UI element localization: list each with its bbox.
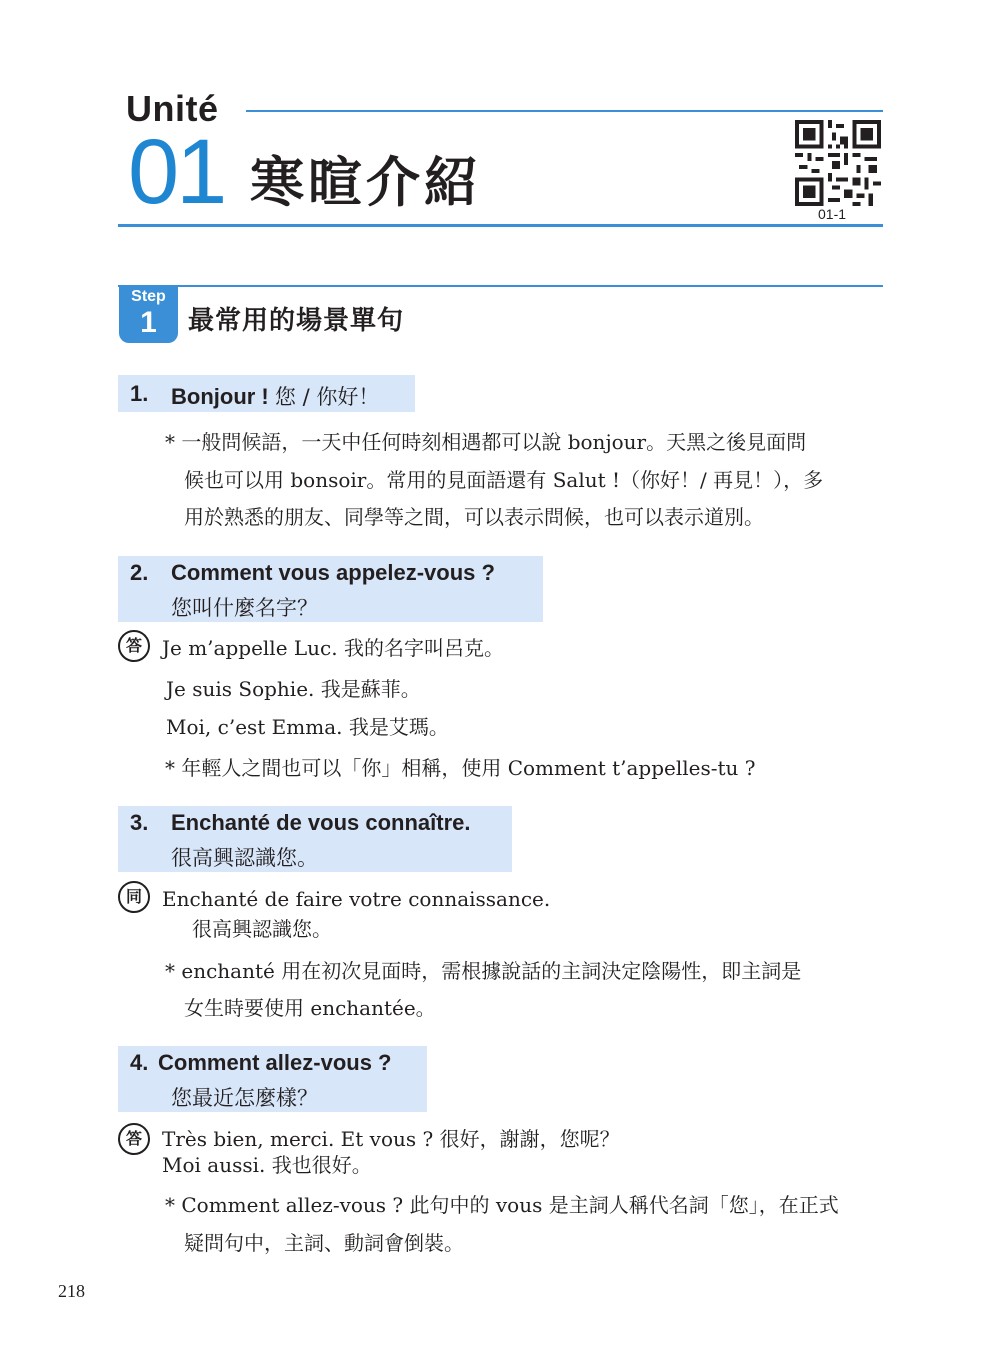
synonym-chinese: 很高興認識您。 (192, 917, 332, 941)
question-number: 1. (130, 381, 149, 406)
synonym-french: Enchanté de faire votre connaissance. (162, 887, 551, 911)
question-box-3 (118, 806, 512, 872)
unit-word: Unité (126, 88, 219, 129)
unit-top-rule (246, 110, 883, 112)
step-rule (118, 285, 883, 287)
question-french: Comment allez-vous ? (158, 1050, 392, 1075)
question-french: Enchanté de vous connaître. (171, 810, 471, 835)
unit-title: 寒暄介紹 (250, 151, 482, 214)
synonym-circle-icon: 同 (118, 881, 150, 913)
question-number: 2. (130, 560, 149, 585)
question-chinese: 您最近怎麼樣？ (171, 1086, 318, 1110)
question-french: Bonjour ! 您 / 你好！ (171, 384, 380, 409)
answer-line: Je suis Sophie. 我是蘇菲。 (166, 677, 421, 701)
note-line: 候也可以用 bonsoir。常用的見面語還有 Salut !（你好！/ 再見！），多 (184, 468, 824, 492)
note-line: 女生時要使用 enchantée。 (184, 996, 436, 1020)
question-box-1 (118, 375, 415, 412)
step-word: Step (131, 288, 166, 305)
question-chinese: 很高興認識您。 (171, 846, 318, 870)
note-line: 用於熟悉的朋友、同學等之間，可以表示問候，也可以表示道別。 (184, 505, 764, 529)
answer-circle-icon: 答 (118, 1123, 150, 1155)
note-line: * 一般問候語，一天中任何時刻相遇都可以說 bonjour。天黑之後見面問 (165, 430, 807, 454)
answer-line: Moi aussi. 我也很好。 (162, 1153, 372, 1177)
page-number: 218 (58, 1281, 85, 1301)
question-french: Comment vous appelez-vous ? (171, 560, 495, 585)
step-number: 1 (140, 306, 157, 339)
note-line: * 年輕人之間也可以「你」相稱，使用 Comment t’appelles-tu ? (165, 756, 756, 780)
unit-number: 01 (128, 121, 225, 223)
unit-bottom-rule (118, 224, 883, 227)
question-chinese: 您 / 你好！ (274, 385, 380, 409)
step-title: 最常用的場景單句 (188, 306, 405, 336)
question-number: 4. (130, 1050, 149, 1075)
answer-line: Je m’appelle Luc. 我的名字叫呂克。 (162, 636, 504, 660)
question-number: 3. (130, 810, 149, 835)
answer-line: Très bien, merci. Et vous ? 很好，謝謝，您呢？ (162, 1127, 620, 1151)
qr-caption: 01-1 (818, 206, 847, 222)
qr-code-icon (795, 120, 881, 206)
step-badge (119, 286, 178, 343)
answer-line: Moi, c’est Emma. 我是艾瑪。 (166, 715, 449, 739)
question-box-2 (118, 556, 543, 622)
answer-circle-icon: 答 (118, 630, 150, 662)
note-line: * Comment allez-vous ? 此句中的 vous 是主詞人稱代名詞「您」，在正式 (165, 1193, 839, 1217)
note-line: 疑問句中，主詞、動詞會倒裝。 (184, 1231, 464, 1255)
question-chinese: 您叫什麼名字？ (171, 596, 318, 620)
question-box-4 (118, 1046, 427, 1112)
note-line: * enchanté 用在初次見面時，需根據說話的主詞決定陰陽性，即主詞是 (165, 959, 802, 983)
